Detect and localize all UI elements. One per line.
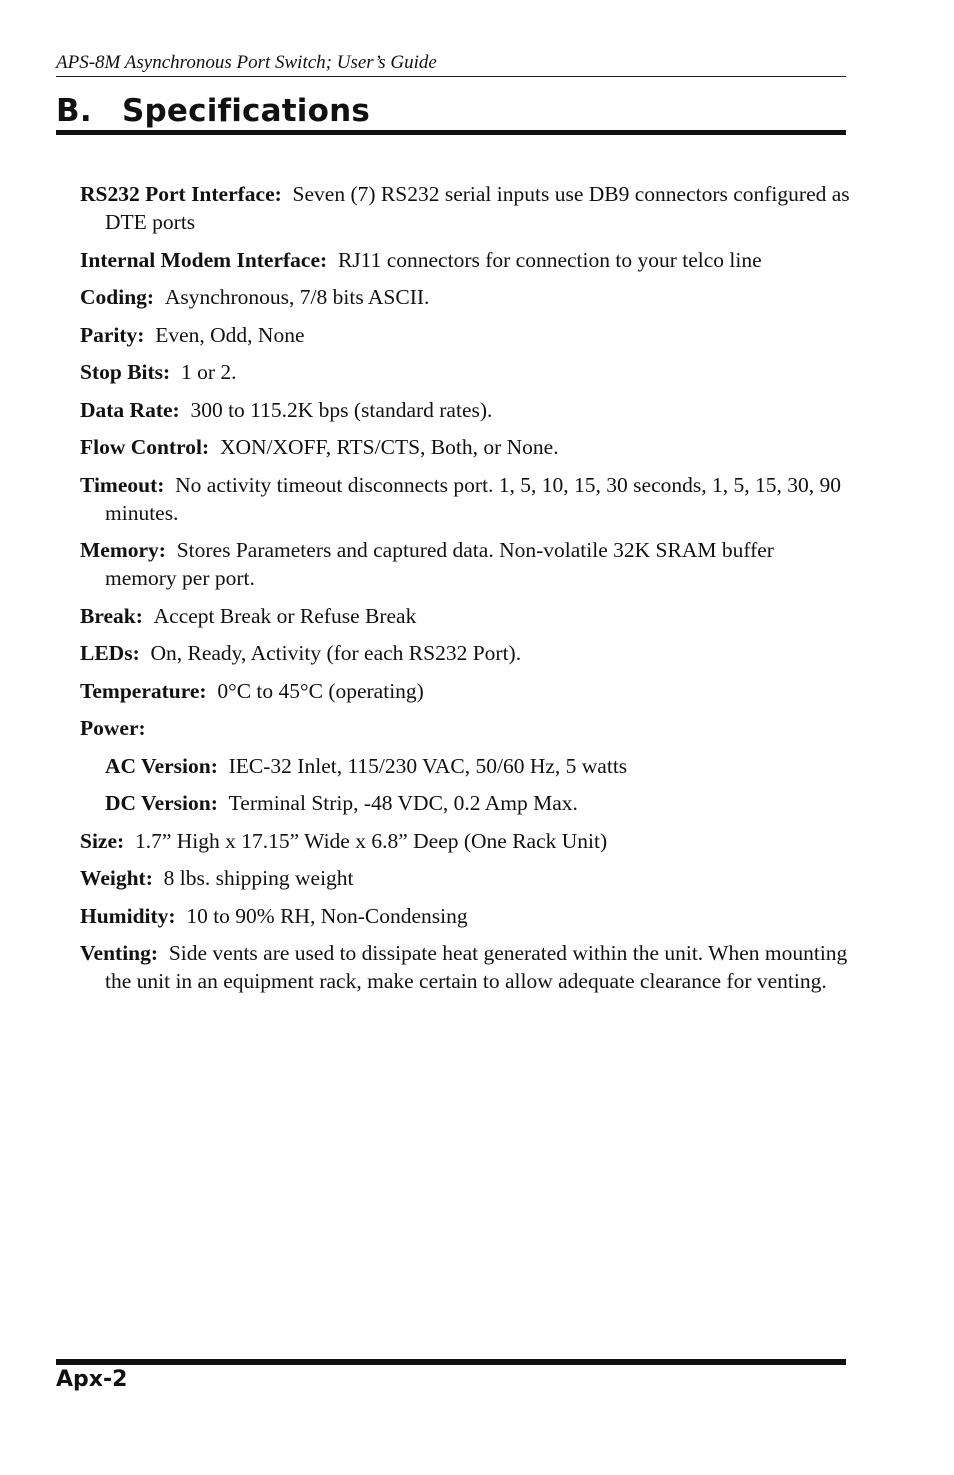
spec-break: [80, 602, 850, 630]
spec-value: 1 or 2.: [180, 360, 237, 384]
footer-rule: [56, 1359, 846, 1365]
spec-temperature: [80, 677, 850, 705]
spec-venting: [80, 939, 850, 995]
specifications-list: [80, 180, 850, 1005]
spec-label: Internal Modem Interface:: [80, 247, 328, 272]
spec-flow-control: [80, 433, 850, 461]
running-header: APS-8M Asynchronous Port Switch; User’s Guide: [56, 52, 846, 77]
spec-parity: [80, 321, 850, 349]
spec-value: Terminal Strip, -48 VDC, 0.2 Amp Max.: [228, 791, 578, 815]
spec-coding: [80, 283, 850, 311]
spec-label: Memory:: [80, 538, 166, 562]
spec-leds: [80, 639, 850, 667]
spec-timeout: [80, 471, 850, 527]
spec-label: AC Version:: [105, 753, 218, 778]
spec-label: Stop Bits:: [80, 360, 171, 384]
spec-label: Humidity:: [80, 903, 176, 928]
spec-power: [80, 714, 850, 742]
spec-label: Venting:: [80, 941, 159, 965]
spec-value: 10 to 90% RH, Non-Condensing: [186, 903, 468, 928]
spec-ac-version: [80, 752, 850, 780]
spec-label: Coding:: [80, 285, 155, 309]
spec-value: RJ11 connectors for connection to your telco line: [337, 247, 762, 272]
section-title: Specifications: [122, 93, 371, 129]
spec-size: [80, 827, 850, 855]
spec-internal-modem-interface: [80, 246, 850, 274]
spec-value: Accept Break or Refuse Break: [153, 603, 417, 628]
spec-data-rate: [80, 396, 850, 424]
spec-value: 300 to 115.2K bps (standard rates).: [190, 397, 493, 422]
spec-value: IEC-32 Inlet, 115/230 VAC, 50/60 Hz, 5 watts: [228, 753, 628, 778]
spec-label: Weight:: [80, 866, 153, 890]
spec-value: 1.7” High x 17.15” Wide x 6.8” Deep (One Rack Unit): [134, 828, 608, 853]
spec-value: Side vents are used to dissipate heat generated within the unit. When mounting the unit in an equipment rack, make certain to allow adequate clearance for venting.: [105, 941, 848, 993]
spec-value: 8 lbs. shipping weight: [163, 866, 354, 890]
spec-label: Temperature:: [80, 678, 207, 703]
spec-value: Asynchronous, 7/8 bits ASCII.: [164, 285, 430, 309]
spec-value: XON/XOFF, RTS/CTS, Both, or None.: [219, 435, 559, 459]
spec-value: Even, Odd, None: [155, 322, 305, 347]
spec-value: Stores Parameters and captured data. Non-volatile 32K SRAM buffer memory per port.: [105, 538, 774, 590]
spec-value: Seven (7) RS232 serial inputs use DB9 connectors configured as DTE ports: [105, 182, 850, 234]
spec-dc-version: [80, 789, 850, 817]
spec-label: Timeout:: [80, 472, 165, 497]
spec-stop-bits: [80, 358, 850, 386]
spec-value: On, Ready, Activity (for each RS232 Port).: [150, 641, 522, 665]
spec-label: Flow Control:: [80, 435, 210, 459]
spec-label: RS232 Port Interface:: [80, 182, 282, 206]
spec-label: LEDs:: [80, 641, 140, 665]
spec-label: Break:: [80, 603, 143, 628]
spec-weight: [80, 864, 850, 892]
section-number: B.: [56, 93, 92, 129]
page-number: Apx-2: [56, 1367, 128, 1392]
spec-label: DC Version:: [105, 791, 218, 815]
spec-value: No activity timeout disconnects port. 1, 5, 10, 15, 30 seconds, 1, 5, 15, 30, 90 minutes.: [105, 472, 841, 525]
section-heading: [56, 92, 846, 135]
spec-label: Power:: [80, 716, 146, 740]
spec-memory: [80, 536, 850, 592]
spec-humidity: [80, 902, 850, 930]
spec-label: Parity:: [80, 322, 145, 347]
spec-value: 0°C to 45°C (operating): [217, 678, 424, 703]
spec-label: Data Rate:: [80, 397, 180, 422]
spec-rs232-port-interface: [80, 180, 850, 236]
spec-label: Size:: [80, 828, 125, 853]
